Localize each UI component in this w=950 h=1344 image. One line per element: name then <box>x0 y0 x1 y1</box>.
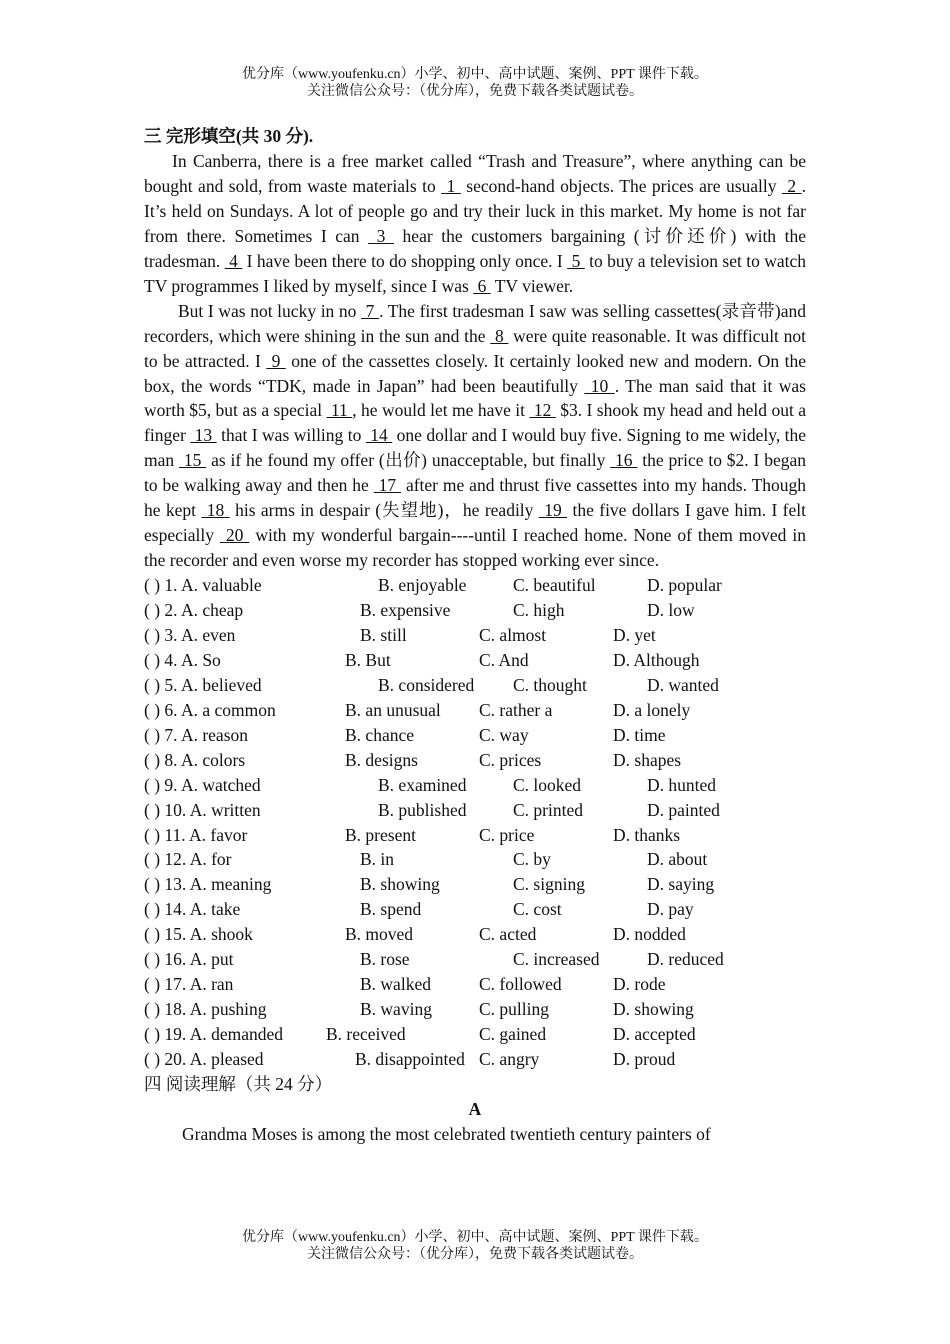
option-d: D. popular <box>647 575 722 596</box>
blank-number: 4 <box>224 250 243 271</box>
header-line-2: 关注微信公众号：（优分库），免费下载各类试题试卷。 <box>307 84 643 99</box>
passage-text: $3. I shook my head and held out a finger <box>144 400 807 446</box>
question-option-a: ( ) 5. A. believed <box>144 674 262 695</box>
passage-paragraph-1 <box>144 149 806 299</box>
question-option-a: ( ) 8. A. colors <box>144 749 246 770</box>
option-row <box>144 673 806 698</box>
option-d: D. painted <box>647 799 720 820</box>
footer-line-2: 关注微信公众号：（优分库），免费下载各类试题试卷。 <box>307 1247 643 1262</box>
header-line-1: 优分库（www.youfenku.cn）小学、初中、高中试题、案例、PPT 课件下载。 <box>242 67 708 82</box>
option-d: D. thanks <box>613 824 681 845</box>
option-c: C. high <box>513 600 565 621</box>
blank-number: 8 <box>490 325 509 346</box>
option-row <box>144 798 806 823</box>
blank-number: 13 <box>190 425 217 446</box>
option-b: B. received <box>326 1024 406 1045</box>
option-b: B. rose <box>360 949 410 970</box>
passage-text: one of the cassettes closely. It certainly looked new and modern. On the box, the words “TDK, made in Japan” had been beautifully <box>144 350 806 396</box>
option-d: D. about <box>647 849 708 870</box>
option-d: D. proud <box>613 1048 676 1069</box>
blank-number: 2 <box>781 175 802 196</box>
passage-text: the five dollars I gave him. I felt especially <box>144 500 807 546</box>
option-b: B. moved <box>345 924 414 945</box>
passage-text: . The first tradesman I saw was selling cassettes(录音带)and recorders, which were shining in the sun and the <box>144 300 806 346</box>
option-c: C. followed <box>479 974 562 995</box>
option-row <box>144 1022 806 1047</box>
option-d: D. pay <box>647 899 694 920</box>
question-option-a: ( ) 3. A. even <box>144 625 236 646</box>
passage-text: his arms in despair (失望地)，he readily <box>229 500 539 521</box>
question-option-a: ( ) 11. A. favor <box>144 824 248 845</box>
option-b: B. waving <box>360 999 432 1020</box>
passage-text: as if he found my offer (出价) unacceptable, but finally <box>206 450 611 471</box>
passage-text: to buy a television set to watch TV programmes I liked by myself, since I was <box>144 250 807 296</box>
option-d: D. rode <box>613 974 666 995</box>
option-d: D. low <box>647 600 695 621</box>
option-c: C. thought <box>513 674 587 695</box>
blank-number: 14 <box>365 425 393 446</box>
passage-text: . The man said that it was worth $5, but as a special <box>144 375 806 421</box>
option-d: D. Although <box>613 649 700 670</box>
option-b: B. expensive <box>360 600 451 621</box>
option-d: D. time <box>613 724 666 745</box>
passage-text: one dollar and I would buy five. Signing to me widely, the man <box>144 425 807 471</box>
option-row <box>144 972 806 997</box>
option-row <box>144 598 806 623</box>
question-option-a: ( ) 20. A. pleased <box>144 1048 264 1069</box>
option-c: C. cost <box>513 899 562 920</box>
option-row <box>144 947 806 972</box>
question-option-a: ( ) 6. A. a common <box>144 699 276 720</box>
page-footer <box>0 1229 950 1263</box>
option-d: D. wanted <box>647 674 719 695</box>
option-b: B. designs <box>345 749 418 770</box>
question-option-a: ( ) 18. A. pushing <box>144 999 267 1020</box>
blank-number: 20 <box>219 525 250 546</box>
blank-number: 12 <box>529 400 556 421</box>
option-c: C. And <box>479 649 529 670</box>
passage-paragraph-2 <box>144 299 806 573</box>
option-b: B. enjoyable <box>378 575 467 596</box>
option-b: B. walked <box>360 974 431 995</box>
option-row <box>144 823 806 848</box>
blank-number: 11 <box>326 400 353 421</box>
blank-number: 16 <box>610 450 638 471</box>
question-option-a: ( ) 9. A. watched <box>144 774 261 795</box>
question-option-a: ( ) 17. A. ran <box>144 974 234 995</box>
section-3-title: 三 完形填空(共 30 分). <box>144 126 314 146</box>
question-option-a: ( ) 14. A. take <box>144 899 241 920</box>
blank-number: 6 <box>473 275 491 296</box>
option-c: C. angry <box>479 1048 540 1069</box>
passage-text: after me and thrust five cassettes into my hands. Though he kept <box>144 475 807 521</box>
option-row <box>144 648 806 673</box>
option-b: B. considered <box>378 674 475 695</box>
option-b: B. showing <box>360 874 440 895</box>
question-option-a: ( ) 1. A. valuable <box>144 575 262 596</box>
footer-line-1: 优分库（www.youfenku.cn）小学、初中、高中试题、案例、PPT 课件下载。 <box>242 1230 708 1245</box>
option-c: C. rather a <box>479 699 553 720</box>
question-option-a: ( ) 2. A. cheap <box>144 600 244 621</box>
passage-text: But I was not lucky in no <box>178 300 362 321</box>
option-d: D. shapes <box>613 749 682 770</box>
option-b: B. examined <box>378 774 467 795</box>
option-c: C. by <box>513 849 551 870</box>
option-d: D. reduced <box>647 949 724 970</box>
option-b: B. published <box>378 799 467 820</box>
part-a-label: A <box>468 1098 482 1119</box>
options-list <box>144 573 806 1072</box>
passage-text: hear the customers bargaining (讨价还价) with the tradesman. <box>144 225 807 271</box>
passage-text: with my wonderful bargain----until I reached home. None of them moved in the recorder and even worse my recorder has stopped working ever since. <box>144 525 807 571</box>
option-c: C. way <box>479 724 529 745</box>
option-row <box>144 773 806 798</box>
blank-number: 7 <box>361 300 380 321</box>
option-d: D. accepted <box>613 1024 696 1045</box>
option-d: D. showing <box>613 999 694 1020</box>
passage-text: TV viewer. <box>490 275 574 296</box>
question-option-a: ( ) 7. A. reason <box>144 724 249 745</box>
option-row <box>144 847 806 872</box>
option-d: D. yet <box>613 625 656 646</box>
option-row <box>144 872 806 897</box>
option-b: B. in <box>360 849 395 870</box>
option-row <box>144 723 806 748</box>
option-c: C. prices <box>479 749 542 770</box>
passage-text: . It’s held on Sundays. A lot of people go and try their luck in this market. My home is not far from there. Sometimes I can <box>144 175 806 246</box>
option-d: D. saying <box>647 874 715 895</box>
option-row <box>144 897 806 922</box>
option-row <box>144 997 806 1022</box>
option-b: B. present <box>345 824 416 845</box>
question-option-a: ( ) 16. A. put <box>144 949 234 970</box>
blank-number: 15 <box>179 450 207 471</box>
blank-number: 3 <box>368 225 394 246</box>
option-c: C. beautiful <box>513 575 596 596</box>
blank-number: 17 <box>373 475 402 496</box>
option-d: D. a lonely <box>613 699 691 720</box>
blank-number: 9 <box>266 350 286 371</box>
option-b: B. chance <box>345 724 414 745</box>
blank-number: 10 <box>584 375 615 396</box>
question-option-a: ( ) 10. A. written <box>144 799 261 820</box>
option-row <box>144 623 806 648</box>
question-option-a: ( ) 4. A. So <box>144 649 221 670</box>
option-row <box>144 698 806 723</box>
option-c: C. almost <box>479 625 547 646</box>
option-b: B. spend <box>360 899 422 920</box>
passage-text: were quite reasonable. It was difficult not to be attracted. I <box>144 325 807 371</box>
passage-text: that I was willing to <box>216 425 366 446</box>
page-header <box>0 66 950 100</box>
option-c: C. acted <box>479 924 537 945</box>
option-b: B. But <box>345 649 391 670</box>
option-row <box>144 922 806 947</box>
option-b: B. still <box>360 625 407 646</box>
passage-a-first-line: Grandma Moses is among the most celebrated twentieth century painters of <box>182 1123 711 1144</box>
passage-text: In Canberra, there is a free market called “Trash and Treasure”, where anything can be bought and sold, from waste materials to <box>144 150 806 196</box>
passage-text: I have been there to do shopping only once. I <box>242 250 568 271</box>
option-c: C. printed <box>513 799 583 820</box>
option-b: B. disappointed <box>355 1048 465 1069</box>
passage-text: , he would let me have it <box>352 400 530 421</box>
question-option-a: ( ) 15. A. shook <box>144 924 253 945</box>
document-body <box>144 124 806 1147</box>
option-b: B. an unusual <box>345 699 441 720</box>
blank-number: 5 <box>567 250 585 271</box>
passage-text: the price to $2. I began to be walking away and then he <box>144 450 807 496</box>
option-row <box>144 1047 806 1072</box>
option-c: C. pulling <box>479 999 550 1020</box>
option-d: D. nodded <box>613 924 686 945</box>
option-row <box>144 573 806 598</box>
option-c: C. signing <box>513 874 585 895</box>
blank-number: 18 <box>201 500 230 521</box>
option-row <box>144 748 806 773</box>
passage-text: second-hand objects. The prices are usually <box>460 175 782 196</box>
option-c: C. gained <box>479 1024 547 1045</box>
blank-number: 1 <box>441 175 461 196</box>
option-c: C. looked <box>513 774 582 795</box>
question-option-a: ( ) 12. A. for <box>144 849 232 870</box>
option-d: D. hunted <box>647 774 717 795</box>
section-4-title: 四 阅读理解（共 24 分） <box>144 1073 333 1094</box>
option-c: C. increased <box>513 949 600 970</box>
question-option-a: ( ) 13. A. meaning <box>144 874 272 895</box>
question-option-a: ( ) 19. A. demanded <box>144 1024 283 1045</box>
blank-number: 19 <box>538 500 568 521</box>
option-c: C. price <box>479 824 535 845</box>
